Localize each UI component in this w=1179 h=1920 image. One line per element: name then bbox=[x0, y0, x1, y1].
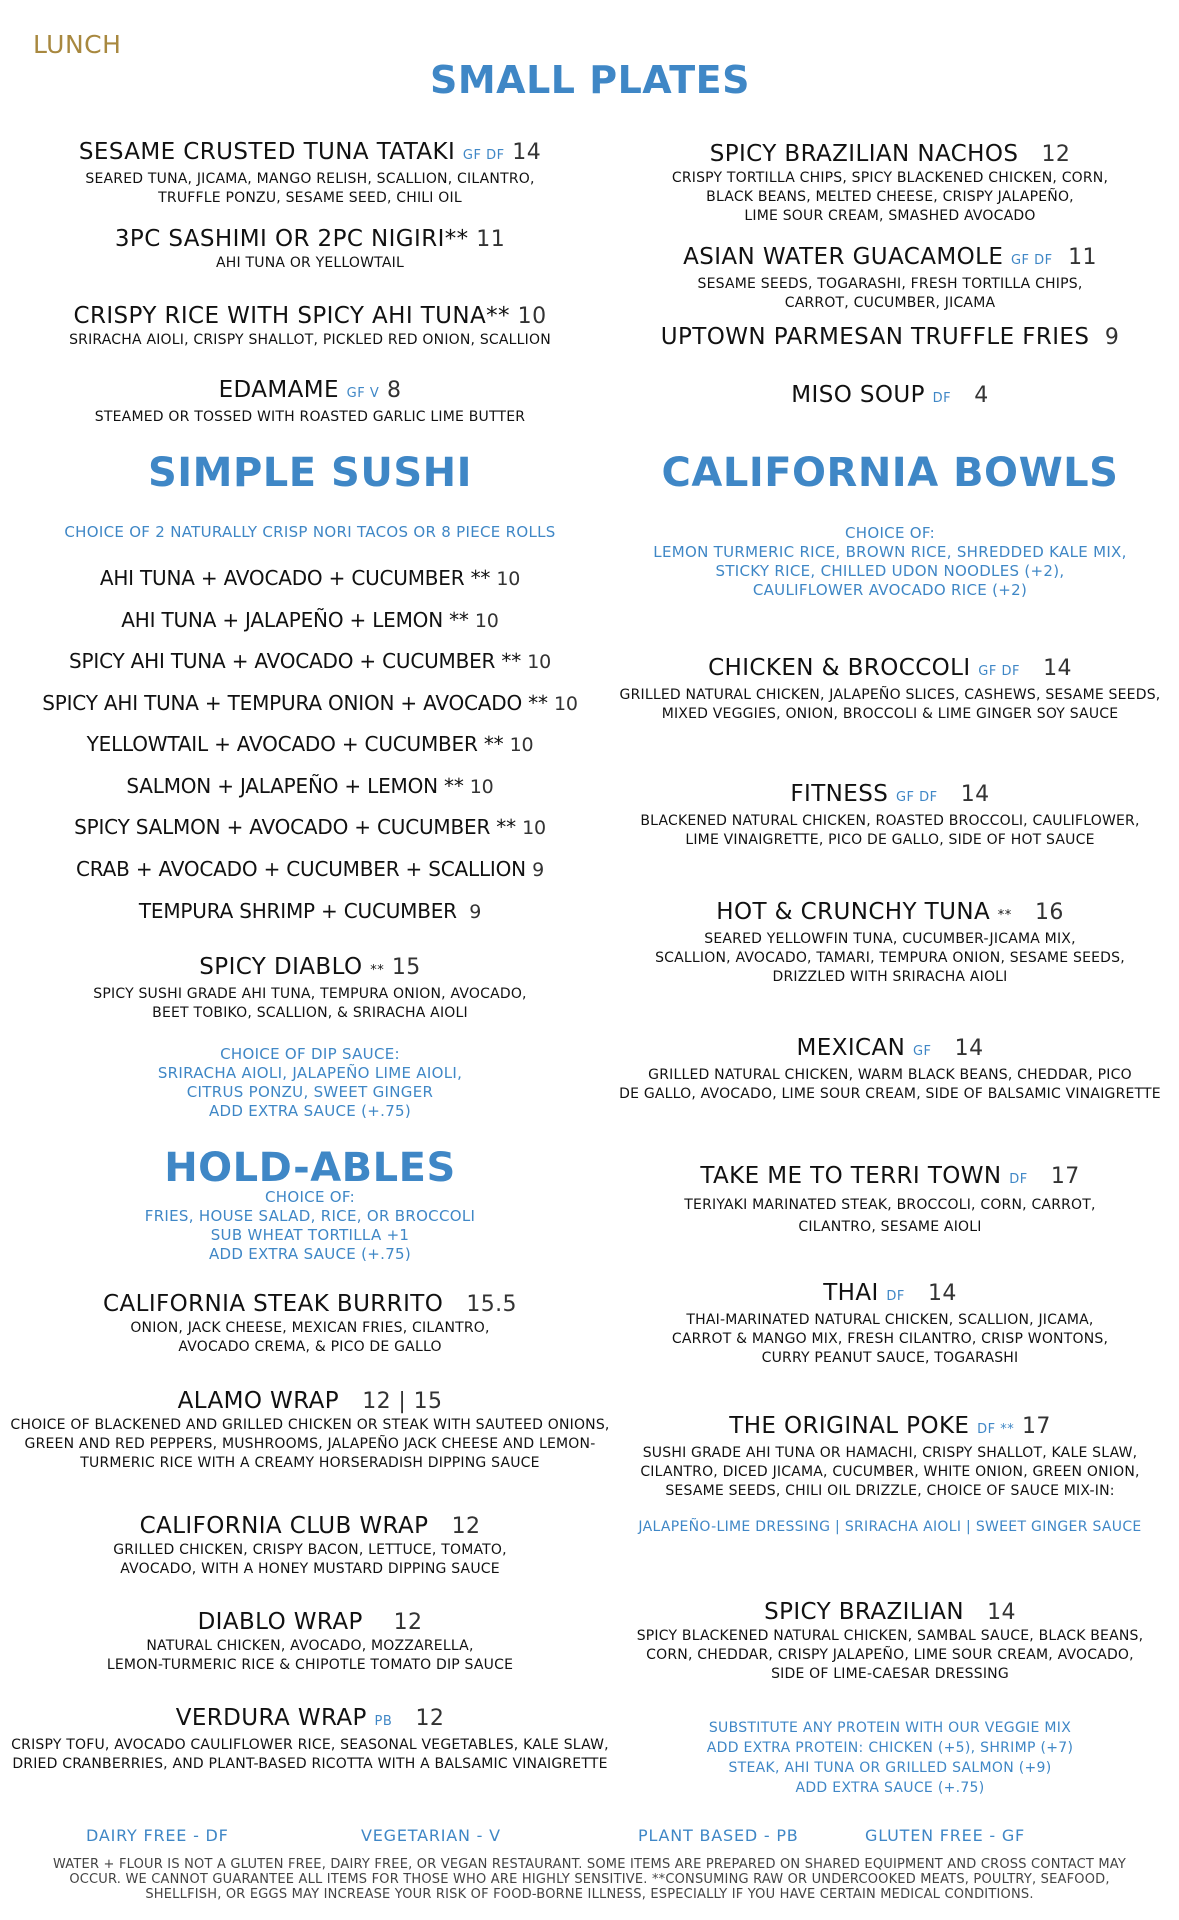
roll-name: SALMON + JALAPEÑO + LEMON ** bbox=[126, 774, 464, 798]
menu-item bbox=[610, 323, 1170, 352]
item-price: 14 bbox=[1043, 656, 1072, 681]
diet-tag: DF ** bbox=[977, 1422, 1015, 1437]
item-price: 14 bbox=[960, 782, 990, 807]
diet-tag: PB bbox=[374, 1714, 393, 1729]
item-price: 12 bbox=[393, 1610, 423, 1635]
poke-sauce-options bbox=[610, 1518, 1170, 1537]
menu-item bbox=[10, 1387, 610, 1473]
lunch-label: LUNCH bbox=[33, 30, 122, 59]
menu-item bbox=[610, 1598, 1170, 1684]
roll-name: AHI TUNA + AVOCADO + CUCUMBER ** bbox=[99, 566, 491, 590]
item-price: 12 | 15 bbox=[362, 1389, 443, 1414]
item-price: 11 bbox=[476, 227, 506, 252]
item-name: TAKE ME TO TERRI TOWN bbox=[700, 1163, 1002, 1189]
menu-item bbox=[610, 1034, 1170, 1104]
item-description: CRISPY TORTILLA CHIPS, SPICY BLACKENED CHICKEN, CORN, BLACK BEANS, MELTED CHEESE, CRISPY JALAPEÑO, LIME SOUR CREAM, SMASHED AVOCADO bbox=[671, 170, 1109, 224]
menu-item bbox=[610, 381, 1170, 413]
sushi-roll bbox=[20, 732, 600, 757]
item-description: AHI TUNA OR YELLOWTAIL bbox=[216, 255, 404, 271]
menu-item bbox=[20, 1608, 600, 1675]
item-price: 16 bbox=[1034, 900, 1064, 925]
item-description: STEAMED OR TOSSED WITH ROASTED GARLIC LIME BUTTER bbox=[94, 409, 526, 425]
menu-item bbox=[610, 654, 1170, 724]
menu-item bbox=[610, 1162, 1170, 1238]
item-description: SUSHI GRADE AHI TUNA OR HAMACHI, CRISPY SHALLOT, KALE SLAW, CILANTRO, DICED JICAMA, CUCUMBER, WHITE ONION, GREEN ONION, SESAME SEEDS, CHILI OIL DRIZZLE, CHOICE OF SAUCE MIX-IN: bbox=[640, 1445, 1140, 1499]
dip-sauce-choices: CHOICE OF DIP SAUCE: SRIRACHA AIOLI, JALAPEÑO LIME AIOLI, CITRUS PONZU, SWEET GINGER ADD EXTRA SAUCE (+.75) bbox=[157, 1045, 463, 1120]
item-description: BLACKENED NATURAL CHICKEN, ROASTED BROCCOLI, CAULIFLOWER, LIME VINAIGRETTE, PICO DE GALLO, SIDE OF HOT SAUCE bbox=[640, 813, 1140, 848]
holdables-heading: HOLD-ABLES bbox=[164, 1145, 456, 1191]
item-price: 9 bbox=[1104, 325, 1120, 350]
sushi-roll bbox=[20, 649, 600, 674]
raw-tag: ** bbox=[997, 908, 1012, 923]
menu-item bbox=[20, 138, 600, 208]
menu-item bbox=[20, 1512, 600, 1579]
sushi-roll bbox=[20, 691, 600, 716]
item-description: NATURAL CHICKEN, AVOCADO, MOZZARELLA, LEMON-TURMERIC RICE & CHIPOTLE TOMATO DIP SAUCE bbox=[106, 1638, 514, 1673]
item-name: THAI bbox=[823, 1280, 879, 1306]
item-name: DIABLO WRAP bbox=[197, 1609, 363, 1635]
raw-tag: ** bbox=[370, 963, 385, 978]
item-name: FITNESS bbox=[790, 781, 889, 807]
item-name: UPTOWN PARMESAN TRUFFLE FRIES bbox=[660, 324, 1090, 350]
roll-name: YELLOWTAIL + AVOCADO + CUCUMBER ** bbox=[86, 732, 504, 756]
roll-price: 10 bbox=[469, 776, 494, 798]
menu-item bbox=[20, 376, 600, 427]
california-bowls-heading: CALIFORNIA BOWLS bbox=[661, 450, 1119, 496]
item-price: 14 bbox=[512, 140, 542, 165]
roll-price: 9 bbox=[469, 901, 482, 923]
menu-item bbox=[610, 140, 1170, 226]
allergen-disclaimer: WATER + FLOUR IS NOT A GLUTEN FREE, DAIRY FREE, OR VEGAN RESTAURANT. SOME ITEMS ARE PREPARED ON SHARED EQUIPMENT AND CROSS CONTACT MAY OCCUR. WE CANNOT GUARANTEE ALL ITEMS FOR THOSE WHO ARE HIGHLY SENSITIVE. **CONSUMING RAW OR UNDERCOOKED MEATS, POULTRY, SEAFOOD, SHELLFISH, OR EGGS MAY INCREASE YOUR RISK OF FOOD-BORNE ILLNESS, ESPECIALLY IF YOU HAVE CERTAIN MEDICAL CONDITIONS. bbox=[52, 1857, 1127, 1902]
diet-tag: GF DF bbox=[978, 664, 1020, 679]
roll-price: 9 bbox=[532, 859, 544, 881]
sushi-roll bbox=[20, 857, 600, 882]
separator: | bbox=[966, 1519, 972, 1535]
diet-tag: DF bbox=[1009, 1172, 1028, 1187]
item-description: SPICY BLACKENED NATURAL CHICKEN, SAMBAL SAUCE, BLACK BEANS, CORN, CHEDDAR, CRISPY JALAPEÑO, LIME SOUR CREAM, AVOCADO, SIDE OF LIME-CAESAR DRESSING bbox=[636, 1628, 1144, 1682]
item-description: GRILLED NATURAL CHICKEN, JALAPEÑO SLICES, CASHEWS, SESAME SEEDS, MIXED VEGGIES, ONION, BROCCOLI & LIME GINGER SOY SAUCE bbox=[619, 687, 1161, 722]
roll-price: 10 bbox=[553, 693, 578, 715]
item-name: SESAME CRUSTED TUNA TATAKI bbox=[78, 139, 456, 165]
item-description: GRILLED NATURAL CHICKEN, WARM BLACK BEANS, CHEDDAR, PICO DE GALLO, AVOCADO, LIME SOUR CREAM, SIDE OF BALSAMIC VINAIGRETTE bbox=[619, 1067, 1161, 1102]
roll-price: 10 bbox=[496, 568, 521, 590]
item-price: 10 bbox=[517, 304, 547, 329]
menu-item bbox=[20, 1290, 600, 1357]
item-name: CALIFORNIA STEAK BURRITO bbox=[103, 1291, 444, 1317]
item-price: 11 bbox=[1068, 245, 1097, 270]
item-price: 8 bbox=[386, 378, 402, 403]
item-name: VERDURA WRAP bbox=[175, 1705, 367, 1731]
item-name: 3PC SASHIMI OR 2PC NIGIRI** bbox=[114, 226, 469, 252]
roll-name: SPICY AHI TUNA + TEMPURA ONION + AVOCADO ** bbox=[42, 691, 548, 715]
simple-sushi-heading: SIMPLE SUSHI bbox=[147, 450, 472, 496]
diet-tag: GF V bbox=[346, 386, 380, 401]
roll-price: 10 bbox=[522, 817, 546, 839]
roll-price: 10 bbox=[474, 610, 499, 632]
diet-tag: GF DF bbox=[895, 790, 938, 805]
item-name: SPICY DIABLO bbox=[199, 954, 371, 980]
roll-name: CRAB + AVOCADO + CUCUMBER + SCALLION bbox=[76, 857, 526, 881]
roll-price: 10 bbox=[509, 734, 534, 756]
item-name: ASIAN WATER GUACAMOLE bbox=[683, 244, 1004, 270]
small-plates-heading: SMALL PLATES bbox=[429, 58, 751, 102]
item-description: SEARED YELLOWFIN TUNA, CUCUMBER-JICAMA MIX, SCALLION, AVOCADO, TAMARI, TEMPURA ONION, SESAME SEEDS, DRIZZLED WITH SRIRACHA AIOLI bbox=[655, 931, 1125, 985]
menu-item bbox=[610, 1412, 1170, 1501]
item-description: SRIRACHA AIOLI, CRISPY SHALLOT, PICKLED RED ONION, SCALLION bbox=[69, 332, 551, 348]
legend-vegetarian: VEGETARIAN - V bbox=[361, 1826, 501, 1845]
diet-tag: GF bbox=[912, 1044, 932, 1059]
item-price: 15 bbox=[391, 955, 421, 980]
item-name: CRISPY RICE WITH SPICY AHI TUNA** bbox=[73, 303, 510, 329]
item-price: 14 bbox=[987, 1600, 1016, 1625]
item-price: 4 bbox=[974, 383, 989, 408]
item-price: 12 bbox=[1041, 142, 1071, 167]
item-name: MEXICAN bbox=[796, 1035, 906, 1061]
item-price: 17 bbox=[1050, 1164, 1080, 1189]
item-description: ONION, JACK CHEESE, MEXICAN FRIES, CILANTRO, AVOCADO CREMA, & PICO DE GALLO bbox=[130, 1320, 490, 1355]
roll-name: SPICY AHI TUNA + AVOCADO + CUCUMBER ** bbox=[69, 649, 522, 673]
item-price: 14 bbox=[928, 1281, 957, 1306]
item-description: SEARED TUNA, JICAMA, MANGO RELISH, SCALLION, CILANTRO, TRUFFLE PONZU, SESAME SEED, CHILI OIL bbox=[85, 171, 535, 206]
item-description: SESAME SEEDS, TOGARASHI, FRESH TORTILLA CHIPS, CARROT, CUCUMBER, JICAMA bbox=[697, 276, 1083, 311]
menu-item bbox=[20, 225, 600, 273]
item-name: THE ORIGINAL POKE bbox=[729, 1413, 970, 1439]
roll-name: TEMPURA SHRIMP + CUCUMBER bbox=[138, 899, 457, 923]
legend-gluten-free: GLUTEN FREE - GF bbox=[865, 1826, 1026, 1845]
sauce-option: SWEET GINGER SAUCE bbox=[975, 1519, 1142, 1535]
sauce-option: JALAPEÑO-LIME DRESSING bbox=[638, 1519, 831, 1535]
item-description: CRISPY TOFU, AVOCADO CAULIFLOWER RICE, SEASONAL VEGETABLES, KALE SLAW, DRIED CRANBERRIES, AND PLANT-BASED RICOTTA WITH A BALSAMIC VINAIGRETTE bbox=[11, 1737, 609, 1772]
diet-tag: DF bbox=[886, 1289, 905, 1304]
item-description: GRILLED CHICKEN, CRISPY BACON, LETTUCE, TOMATO, AVOCADO, WITH A HONEY MUSTARD DIPPING SAUCE bbox=[113, 1542, 507, 1577]
item-price: 15.5 bbox=[466, 1292, 517, 1317]
item-name: SPICY BRAZILIAN bbox=[764, 1599, 964, 1625]
item-description: SPICY SUSHI GRADE AHI TUNA, TEMPURA ONION, AVOCADO, BEET TOBIKO, SCALLION, & SRIRACHA AIOLI bbox=[93, 986, 527, 1021]
menu-item bbox=[10, 1704, 610, 1774]
menu-item bbox=[20, 302, 600, 350]
item-name: ALAMO WRAP bbox=[177, 1388, 340, 1414]
diet-tag: DF bbox=[932, 391, 952, 406]
menu-item bbox=[610, 1279, 1170, 1368]
item-name: EDAMAME bbox=[218, 377, 339, 403]
sushi-roll bbox=[20, 774, 600, 799]
item-name: CALIFORNIA CLUB WRAP bbox=[139, 1513, 429, 1539]
item-price: 12 bbox=[451, 1514, 481, 1539]
item-price: 12 bbox=[415, 1706, 445, 1731]
menu-item bbox=[610, 780, 1170, 850]
legend-plant-based: PLANT BASED - PB bbox=[638, 1826, 799, 1845]
sushi-roll bbox=[20, 608, 600, 633]
item-name: SPICY BRAZILIAN NACHOS bbox=[709, 141, 1019, 167]
item-description: THAI-MARINATED NATURAL CHICKEN, SCALLION, JICAMA, CARROT & MANGO MIX, FRESH CILANTRO, CRISP WONTONS, CURRY PEANUT SAUCE, TOGARASHI bbox=[671, 1312, 1109, 1366]
sushi-roll bbox=[20, 566, 600, 591]
bowls-choices: CHOICE OF: LEMON TURMERIC RICE, BROWN RICE, SHREDDED KALE MIX, STICKY RICE, CHILLED UDON NOODLES (+2), CAULIFLOWER AVOCADO RICE (+2) bbox=[653, 524, 1127, 599]
roll-name: SPICY SALMON + AVOCADO + CUCUMBER ** bbox=[74, 815, 516, 839]
sushi-intro: CHOICE OF 2 NATURALLY CRISP NORI TACOS OR 8 PIECE ROLLS bbox=[64, 523, 556, 541]
diet-tag: GF DF bbox=[1010, 253, 1053, 268]
separator: | bbox=[835, 1519, 841, 1535]
roll-name: AHI TUNA + JALAPEÑO + LEMON ** bbox=[121, 608, 469, 632]
sauce-option: SRIRACHA AIOLI bbox=[844, 1519, 962, 1535]
bowl-extras: SUBSTITUTE ANY PROTEIN WITH OUR VEGGIE MIX ADD EXTRA PROTEIN: CHICKEN (+5), SHRIMP (+7) STEAK, AHI TUNA OR GRILLED SALMON (+9) ADD EXTRA SAUCE (+.75) bbox=[706, 1720, 1074, 1796]
item-price: 14 bbox=[954, 1036, 984, 1061]
sushi-roll bbox=[20, 899, 600, 924]
sushi-roll bbox=[20, 815, 600, 840]
item-price: 17 bbox=[1021, 1414, 1051, 1439]
roll-price: 10 bbox=[527, 651, 551, 673]
diet-tag: GF DF bbox=[462, 148, 505, 163]
item-name: CHICKEN & BROCCOLI bbox=[708, 655, 971, 681]
item-name: HOT & CRUNCHY TUNA bbox=[716, 899, 991, 925]
holdables-choices: CHOICE OF: FRIES, HOUSE SALAD, RICE, OR BROCCOLI SUB WHEAT TORTILLA +1 ADD EXTRA SAUCE (+.75) bbox=[144, 1188, 476, 1263]
item-description: CHOICE OF BLACKENED AND GRILLED CHICKEN OR STEAK WITH SAUTEED ONIONS, GREEN AND RED PEPPERS, MUSHROOMS, JALAPEÑO JACK CHEESE AND LEMON- TURMERIC RICE WITH A CREAMY HORSERADISH DIPPING SAUCE bbox=[10, 1417, 610, 1471]
item-name: MISO SOUP bbox=[791, 382, 925, 408]
menu-item bbox=[610, 243, 1170, 313]
item-description: TERIYAKI MARINATED STEAK, BROCCOLI, CORN, CARROT, CILANTRO, SESAME AIOLI bbox=[684, 1197, 1096, 1235]
menu-item bbox=[610, 898, 1170, 987]
legend-dairy-free: DAIRY FREE - DF bbox=[86, 1826, 229, 1845]
menu-item bbox=[20, 953, 600, 1023]
